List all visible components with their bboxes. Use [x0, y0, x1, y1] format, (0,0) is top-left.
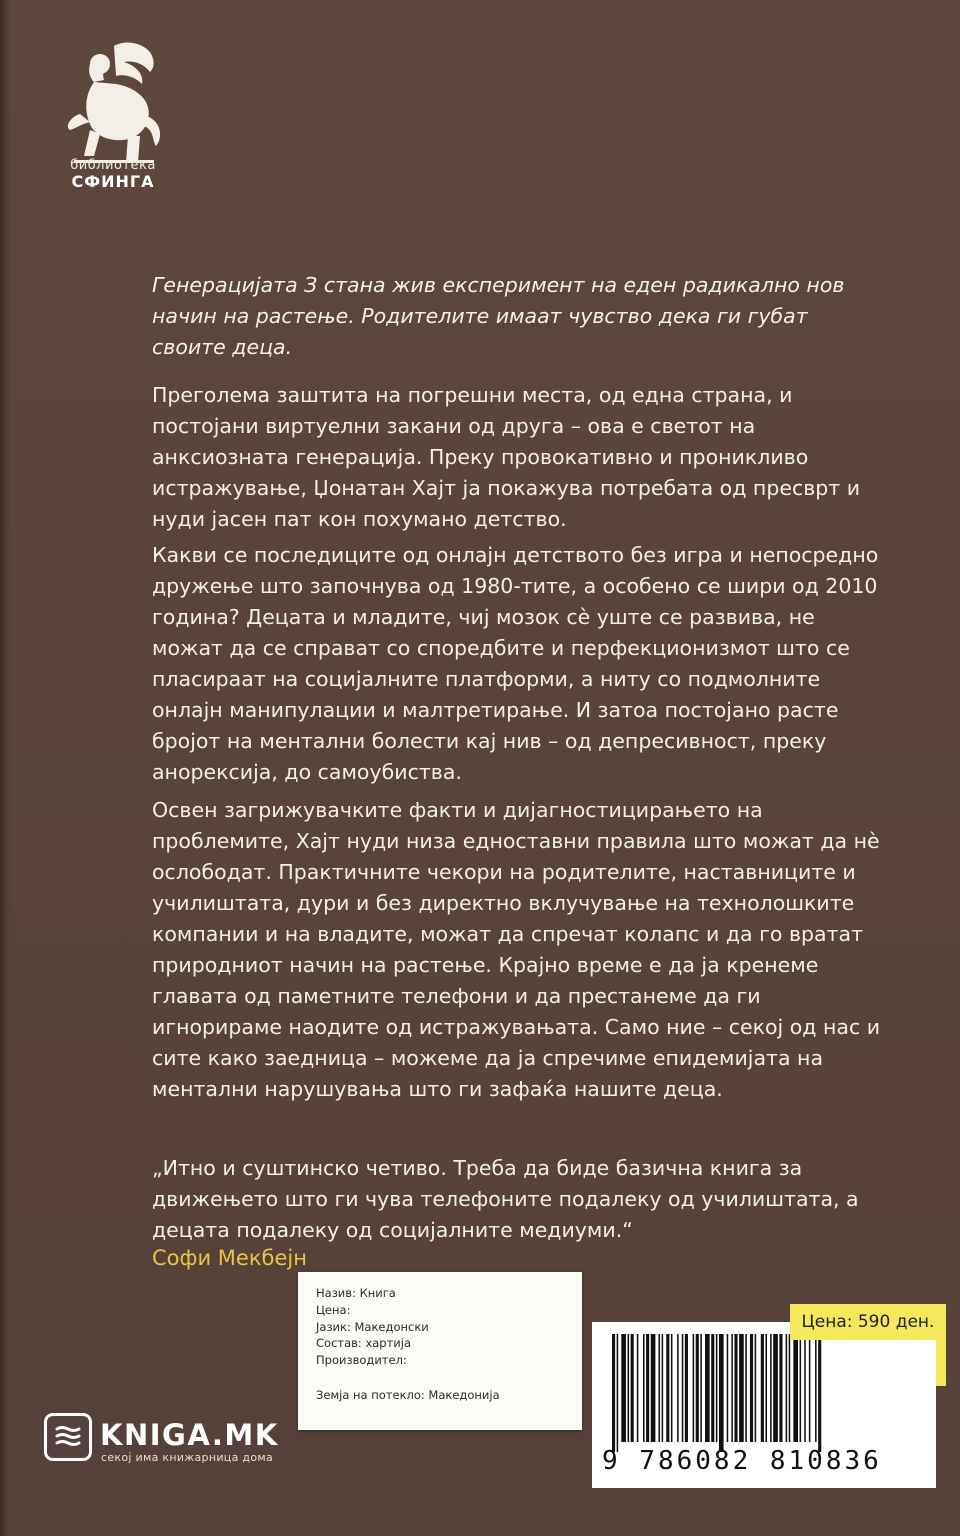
barcode-bar	[677, 1334, 679, 1442]
barcode-bar	[651, 1334, 656, 1442]
barcode-bar	[696, 1334, 699, 1442]
label-origin: Земја на потекло: Македонија	[316, 1388, 500, 1402]
barcode-bar	[666, 1334, 669, 1442]
barcode-bar	[734, 1334, 737, 1442]
barcode-bar	[755, 1334, 757, 1442]
barcode-bar	[646, 1334, 649, 1442]
barcode-bar	[705, 1334, 710, 1442]
barcode-bar	[745, 1334, 747, 1442]
barcode-bar	[793, 1334, 798, 1442]
barcode-bar	[773, 1334, 778, 1442]
barcode-bar	[631, 1334, 634, 1442]
barcode-bar	[628, 1334, 630, 1442]
barcode-bar	[786, 1334, 788, 1442]
barcode-bar	[779, 1334, 782, 1442]
label-language: Јазик: Македонски	[316, 1320, 429, 1334]
body-paragraph-2	[152, 540, 882, 788]
barcode-area	[592, 1322, 936, 1488]
barcode-bar	[770, 1334, 772, 1442]
barcode-bar	[809, 1334, 811, 1442]
barcode-bar	[804, 1334, 806, 1442]
paragraph-text: Освен загрижувачките факти и дијагностицирањето на проблемите, Хајт нуди низа едноставни правила што можат да нè ослободат. Практичните чекори на родителите, наставниците и училиштата, дури и без директно вклучување на технолошките компании и на владите, можат да спречат колапс и да го вратат природниот начин на растење. Крајно време е да ја кренеме главата од паметните телефони и да престанеме да ги игнорираме наодите од истражувањата. Само ние – секој од нас и сите како заедница – можеме да ја спречиме епидемијата на ментални нарушувања што ги зафаќа нашите деца.	[152, 798, 881, 1101]
barcode-bar	[693, 1334, 695, 1442]
book-icon	[44, 1413, 92, 1461]
label-composition: Состав: хартија	[316, 1336, 412, 1350]
paragraph-text: Преголема заштита на погрешни места, од една страна, и постојани виртуелни закани од друга – ова е светот на анксиозната генерација. Преку провокативно и проникливо истражување, Џонатан Хајт ја покажува потребата од пресврт и нуди јасен пат кон похумано детство.	[152, 383, 861, 531]
barcode-bar	[727, 1334, 729, 1442]
barcode-bar	[818, 1334, 821, 1452]
barcode-bar	[662, 1334, 664, 1442]
paragraph-text: Какви се последиците од онлајн детството без игра и непосредно дружење што започнува од 1980-тите, а особено се шири од 2010 година? Децата и младите, чиј мозок сè уште се развива, не можат да се справат со споредбите и перфекционизмот што се пласираат на социјалните платформи, а ниту со подмолните онлајн манипулации и малтретирање. И затоа постојано расте бројот на ментални болести кај нив – од депресивност, преку анорексија, до самоубиства.	[152, 543, 879, 784]
barcode-bar	[711, 1334, 714, 1442]
quote-author: Софи Мекбејн	[152, 1246, 307, 1270]
label-name: Назив: Книга	[316, 1286, 396, 1300]
intro-paragraph: Генерацијата З стана жив експеримент на еден радикално нов начин на растење. Родителите имаат чувство дека ги губат своите деца.	[152, 273, 845, 359]
barcode-bar	[789, 1334, 791, 1442]
barcode-bar	[739, 1334, 744, 1442]
barcode-bar	[637, 1334, 639, 1442]
price-tag: Цена: 590 ден.	[790, 1304, 946, 1340]
barcode-bar	[800, 1334, 802, 1442]
barcode-bar	[815, 1334, 817, 1442]
review-quote	[152, 1153, 882, 1246]
label-price: Цена:	[316, 1303, 351, 1317]
barcode-bar	[761, 1334, 764, 1442]
barcode-bar	[765, 1334, 767, 1442]
barcode-icon	[612, 1334, 912, 1452]
barcode-bar	[731, 1334, 733, 1442]
barcode-bar	[716, 1334, 718, 1442]
barcode-bar	[612, 1334, 615, 1452]
series-name: СФИНГА	[71, 172, 155, 191]
barcode-bar	[685, 1334, 688, 1442]
series-caption: библиотека	[70, 158, 156, 173]
barcode-bar	[617, 1334, 619, 1452]
bookstore-slogan: секој има книжарница дома	[101, 1451, 273, 1464]
barcode-bar	[700, 1334, 702, 1442]
price-tag-strip	[936, 1340, 946, 1386]
barcode-bar	[750, 1334, 753, 1442]
isbn-number: 9 786082 810836	[602, 1446, 882, 1476]
barcode-bar	[643, 1334, 645, 1442]
product-label-sticker	[298, 1272, 582, 1430]
barcode-bar	[682, 1334, 684, 1442]
barcode-bar	[621, 1334, 626, 1442]
barcode-bar	[671, 1334, 673, 1442]
barcode-bar	[719, 1334, 724, 1452]
intro-text	[152, 270, 882, 363]
body-paragraph-3	[152, 795, 882, 1105]
label-producer: Производител:	[316, 1353, 407, 1367]
quote-text: „Итно и суштинско четиво. Треба да биде базична книга за движењето што ги чува телефоните подалеку од училиштата, а децата подалеку од социјалните медиуми.“	[152, 1156, 859, 1242]
bookstore-name: KNIGA.MK	[100, 1418, 279, 1452]
body-paragraph-1	[152, 380, 882, 535]
spine-edge	[0, 0, 10, 1536]
barcode-bar	[659, 1334, 661, 1442]
